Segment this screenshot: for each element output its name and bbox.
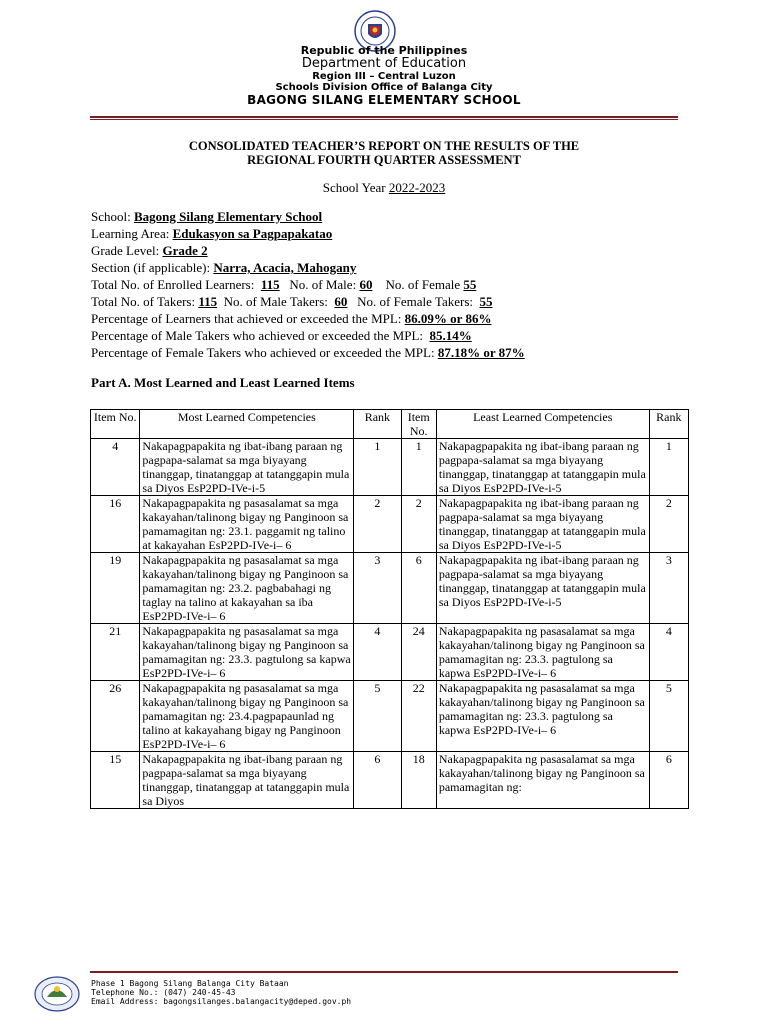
competency-cell: Nakapagpapakita ng ibat-ibang paraan ng pagpapa-salamat sa mga biyayang tinanggap, tinatanggap at tatanggapin mula sa Diyos EsP2PD-IVe-i-5: [436, 496, 649, 553]
grade-value: Grade 2: [162, 243, 208, 258]
grade-label: Grade Level:: [91, 243, 160, 258]
republic-label: Republic of the Philippines: [300, 44, 468, 57]
takers-label: Total No. of Takers:: [91, 294, 196, 309]
item-no-cell: 6: [401, 553, 436, 624]
male-value: 60: [359, 277, 373, 292]
item-no-cell: 21: [91, 624, 140, 681]
item-no-cell: 18: [401, 752, 436, 809]
enrolled-label: Total No. of Enrolled Learners:: [91, 277, 255, 292]
pct-all-label: Percentage of Learners that achieved or exceeded the MPL:: [91, 311, 402, 326]
table-row: [91, 752, 689, 809]
footer-divider: [90, 971, 678, 973]
male-label: No. of Male:: [289, 277, 357, 292]
header-divider-thin: [90, 119, 678, 120]
competencies-table: [90, 409, 689, 809]
pct-male-label: Percentage of Male Takers who achieved or exceeded the MPL:: [91, 328, 424, 343]
pct-female-label: Percentage of Female Takers who achieved or exceeded the MPL:: [91, 345, 435, 360]
section-label: Section (if applicable):: [91, 260, 211, 275]
competency-cell: Nakapagpapakita ng pasasalamat sa mga kakayahan/talinong bigay ng Panginoon sa pamamagitan ng: 23.3. pagtulong sa kapwa EsP2PD-IVe-i– 6: [140, 624, 354, 681]
report-info: [91, 208, 525, 361]
col-rank-2: Rank: [649, 410, 688, 439]
item-no-cell: 24: [401, 624, 436, 681]
rank-cell: 6: [354, 752, 401, 809]
pct-all-value: 86.09% or 86%: [404, 311, 492, 326]
competency-cell: Nakapagpapakita ng pasasalamat sa mga kakayahan/talinong bigay ng Panginoon sa pamamagitan ng: 23.3. pagtulong sa kapwa EsP2PD-IVe-i– 6: [436, 681, 649, 752]
table-header-row: [91, 410, 689, 439]
female-label: No. of Female: [385, 277, 461, 292]
department-label: Department of Education: [301, 56, 467, 71]
footer-telephone: Telephone No.: (047) 240-45-43: [91, 988, 236, 997]
rank-cell: 2: [649, 496, 688, 553]
rank-cell: 5: [649, 681, 688, 752]
male-takers-value: 60: [334, 294, 348, 309]
table-row: [91, 439, 689, 496]
area-value: Edukasyon sa Pagpapakatao: [172, 226, 333, 241]
competency-cell: Nakapagpapakita ng pasasalamat sa mga kakayahan/talinong bigay ng Panginoon sa pamamagitan ng: 23.4.pagpapaunlad ng talino at kakayahang bigay ng Panginoon EsP2PD-IVe-i– 6: [140, 681, 354, 752]
table-row: [91, 681, 689, 752]
competency-cell: Nakapagpapakita ng pasasalamat sa mga kakayahan/talinong bigay ng Panginoon sa pamamagitan ng: 23.1. paggamit ng talino at kakayahan EsP2PD-IVe-i– 6: [140, 496, 354, 553]
rank-cell: 6: [649, 752, 688, 809]
item-no-cell: 15: [91, 752, 140, 809]
rank-cell: 1: [354, 439, 401, 496]
report-title-line1: CONSOLIDATED TEACHER’S REPORT ON THE RESULTS OF THE: [188, 139, 580, 153]
competency-cell: Nakapagpapakita ng pasasalamat sa mga kakayahan/talinong bigay ng Panginoon sa pamamagitan ng: 23.3. pagtulong sa kapwa EsP2PD-IVe-i– 6: [436, 624, 649, 681]
female-value: 55: [463, 277, 477, 292]
col-most-learned: Most Learned Competencies: [140, 410, 354, 439]
division-label: Schools Division Office of Balanga City: [275, 82, 493, 93]
rank-cell: 3: [354, 553, 401, 624]
pct-male-value: 85.14%: [429, 328, 472, 343]
competency-cell: Nakapagpapakita ng pasasalamat sa mga kakayahan/talinong bigay ng Panginoon sa pamamagitan ng: 23.2. pagbabahagi ng taglay na talino at kakayahan sa iba EsP2PD-IVe-i– 6: [140, 553, 354, 624]
pct-female-value: 87.18% or 87%: [437, 345, 525, 360]
rank-cell: 1: [649, 439, 688, 496]
item-no-cell: 22: [401, 681, 436, 752]
school-year-value: 2022-2023: [388, 180, 446, 195]
table-row: [91, 553, 689, 624]
school-logo-icon: [33, 975, 81, 1013]
item-no-cell: 1: [401, 439, 436, 496]
competency-cell: Nakapagpapakita ng ibat-ibang paraan ng pagpapa-salamat sa mga biyayang tinanggap, tinatanggap at tatanggapin mula sa Diyos: [140, 752, 354, 809]
male-takers-label: No. of Male Takers:: [223, 294, 328, 309]
school-year-label: School Year: [322, 180, 386, 195]
school-year: [0, 180, 768, 196]
school-value: Bagong Silang Elementary School: [133, 209, 323, 224]
part-a-heading: Part A. Most Learned and Least Learned Items: [91, 375, 355, 390]
col-item-no: Item No.: [91, 410, 140, 439]
col-item-no-2: Item No.: [401, 410, 436, 439]
competency-cell: Nakapagpapakita ng ibat-ibang paraan ng pagpapa-salamat sa mga biyayang tinanggap, tinatanggap at tatanggapin mula sa Diyos EsP2PD-IVe-i-5: [436, 439, 649, 496]
female-takers-label: No. of Female Takers:: [357, 294, 473, 309]
item-no-cell: 26: [91, 681, 140, 752]
header-divider: [90, 116, 678, 118]
footer-address: Phase 1 Bagong Silang Balanga City Bataan: [91, 979, 289, 988]
rank-cell: 2: [354, 496, 401, 553]
table-row: [91, 496, 689, 553]
item-no-cell: 19: [91, 553, 140, 624]
report-title-line2: REGIONAL FOURTH QUARTER ASSESSMENT: [247, 153, 521, 167]
rank-cell: 4: [649, 624, 688, 681]
rank-cell: 5: [354, 681, 401, 752]
rank-cell: 4: [354, 624, 401, 681]
competency-cell: Nakapagpapakita ng ibat-ibang paraan ng pagpapa-salamat sa mga biyayang tinanggap, tinatanggap at tatanggapin mula sa Diyos EsP2PD-IVe-i-5: [140, 439, 354, 496]
female-takers-value: 55: [479, 294, 493, 309]
area-label: Learning Area:: [91, 226, 170, 241]
footer-email: Email Address: bagongsilanges.balangacity@deped.gov.ph: [91, 997, 352, 1006]
region-label: Region III – Central Luzon: [312, 71, 456, 82]
table-row: [91, 624, 689, 681]
school-label: School:: [91, 209, 131, 224]
rank-cell: 3: [649, 553, 688, 624]
item-no-cell: 2: [401, 496, 436, 553]
takers-value: 115: [198, 294, 218, 309]
school-name-header: BAGONG SILANG ELEMENTARY SCHOOL: [247, 93, 521, 107]
col-least-learned: Least Learned Competencies: [436, 410, 649, 439]
col-rank: Rank: [354, 410, 401, 439]
section-value: Narra, Acacia, Mahogany: [213, 260, 357, 275]
enrolled-value: 115: [260, 277, 280, 292]
item-no-cell: 4: [91, 439, 140, 496]
competency-cell: Nakapagpapakita ng ibat-ibang paraan ng pagpapa-salamat sa mga biyayang tinanggap, tinatanggap at tatanggapin mula sa Diyos EsP2PD-IVe-i-5: [436, 553, 649, 624]
item-no-cell: 16: [91, 496, 140, 553]
competency-cell: Nakapagpapakita ng pasasalamat sa mga kakayahan/talinong bigay ng Panginoon sa pamamagitan ng:: [436, 752, 649, 809]
